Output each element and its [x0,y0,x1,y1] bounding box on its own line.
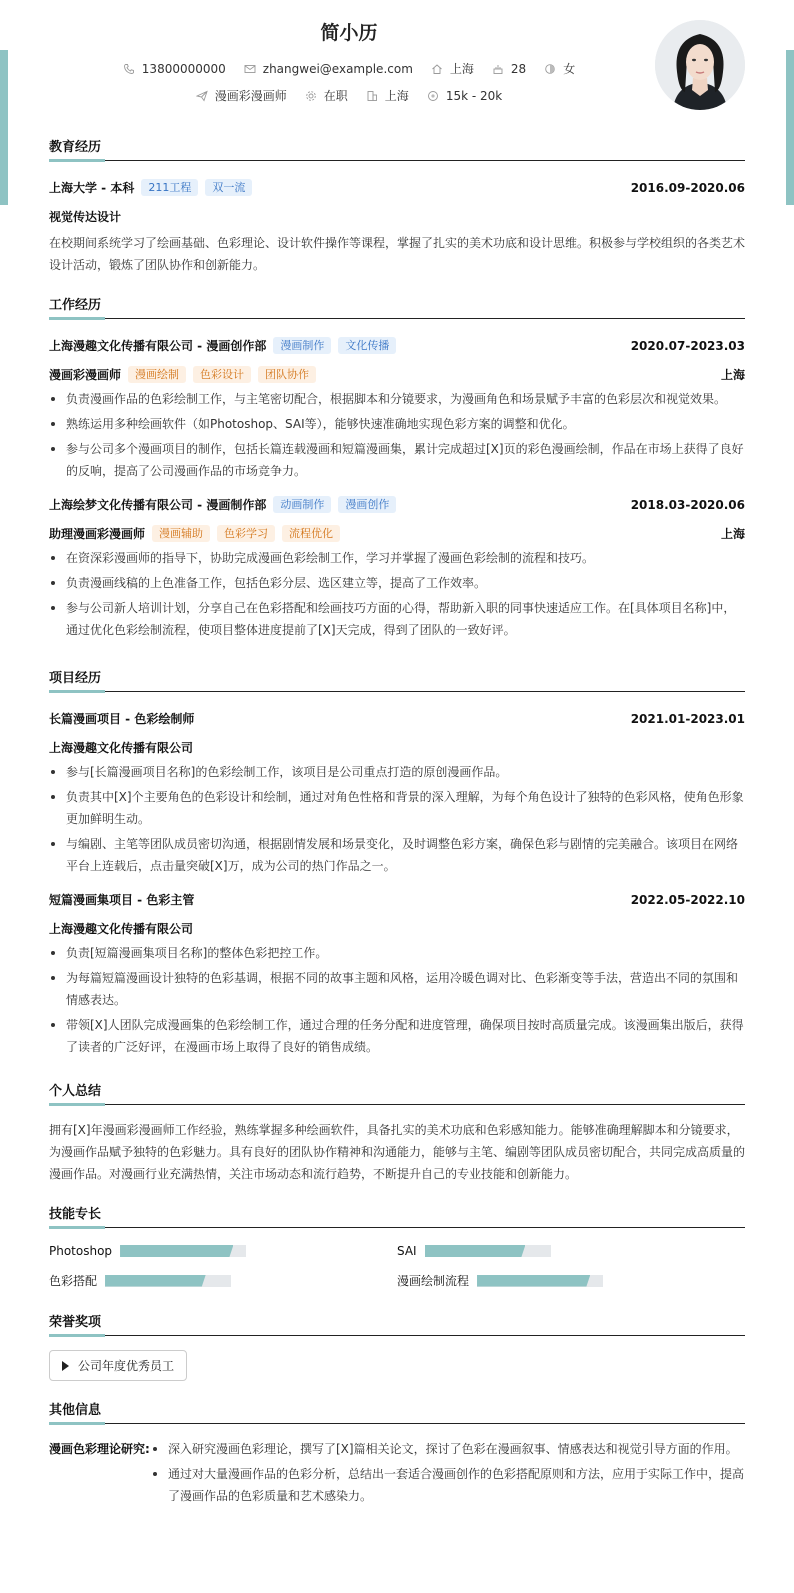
work-entry [49,496,745,641]
awards-section [49,1311,745,1381]
email-icon [244,63,256,75]
gear-icon [305,90,317,102]
company-tag: 文化传播 [338,337,396,354]
project-date: 2021.01-2023.01 [630,711,745,726]
company-tag: 动画制作 [273,496,331,513]
school-name: 上海大学 - 本科 [49,181,135,195]
work-date: 2018.03-2020.06 [630,497,745,512]
project-date: 2022.05-2022.10 [630,892,745,907]
age-item [492,62,526,76]
list-item: 负责其中[X]个主要角色的色彩设计和绘制，通过对角色性格和背景的深入理解，为每个角色设计了独特的色彩风格，使角色形象更加鲜明生动。 [49,786,745,830]
project-bullets [49,942,745,1058]
avatar [655,20,745,110]
resume-header [49,0,745,118]
other-label: 漫画色彩理论研究: [49,1442,150,1456]
award-label: 公司年度优秀员工 [78,1359,175,1373]
city-item [366,87,409,104]
phone-value: 13800000000 [141,61,226,76]
skill-name: 漫画绘制流程 [397,1274,470,1288]
skill-name: SAI [397,1244,417,1258]
company-tag: 漫画制作 [273,337,331,354]
work-role-row [49,525,745,542]
skill-bar-fill [477,1275,590,1287]
gender-item [544,60,575,77]
list-item: 熟练运用多种绘画软件（如Photoshop、SAI等），能够快速准确地实现色彩方案的调整和优化。 [49,413,745,435]
major-name: 视觉传达设计 [49,210,122,224]
list-item: 为每篇短篇漫画设计独特的色彩基调，根据不同的故事主题和风格，运用冷暖色调对比、色彩渐变等手法，营造出不同的氛围和情感表达。 [49,967,745,1011]
other-section [49,1399,745,1507]
list-item: 与编剧、主笔等团队成员密切沟通，根据剧情发展和场景变化，及时调整色彩方案，确保色彩与剧情的完美融合。该项目在网络平台上连载后，点击量突破[X]万，成为公司的热门作品之一。 [49,833,745,877]
work-bullets [49,547,745,641]
project-company: 上海漫趣文化传播有限公司 [49,922,194,936]
skill-bar [425,1245,551,1257]
location-value: 上海 [449,62,474,76]
role-tag: 团队协作 [258,366,316,383]
role-tag: 色彩设计 [193,366,251,383]
candidate-name: 简小历 [320,22,378,44]
list-item: 负责漫画作品的色彩绘制工作，与主笔密切配合，根据脚本和分镜要求，为漫画角色和场景赋予丰富的色彩层次和视觉效果。 [49,388,745,410]
project-header-row [49,891,745,908]
education-header-row [49,179,745,196]
skill-item [49,1244,397,1258]
skills-section [49,1203,745,1289]
skill-bar [477,1275,603,1287]
list-item: 带领[X]人团队完成漫画集的色彩绘制工作，通过合理的任务分配和进度管理，确保项目按时高质量完成。该漫画集出版后，获得了读者的广泛好评，在漫画市场上取得了良好的销售成绩。 [49,1014,745,1058]
other-entry [49,1438,745,1507]
location-item [431,60,474,77]
awards-title: 荣誉奖项 [49,1311,745,1336]
salary-value: 15k - 20k [445,88,503,103]
work-section [49,294,745,641]
school-tag: 双一流 [205,179,252,196]
position-item [196,87,287,104]
summary-section [49,1080,745,1185]
skill-bar [120,1245,246,1257]
gender-icon [544,63,556,75]
projects-title: 项目经历 [49,667,745,692]
education-desc: 在校期间系统学习了绘画基础、色彩理论、设计软件操作等课程，掌握了扎实的美术功底和设计思维。积极参与学校组织的各类艺术设计活动，锻炼了团队协作和创新能力。 [49,236,746,272]
summary-text: 拥有[X]年漫画彩漫画师工作经验，熟练掌握多种绘画软件，具备扎实的美术功底和色彩感知能力。能够准确理解脚本和分镜要求，为漫画作品赋予独特的色彩魅力。具有良好的团队协作精神和沟通能力，能够与主笔、编剧等团队成员密切配合，共同完成高质量的漫画作品。对漫画行业充满热情，关注市场动态和流行趋势，不断提升自己的专业技能和创新能力。 [49,1123,746,1181]
project-bullets [49,761,745,877]
status-value: 在职 [323,89,348,103]
company-name: 上海绘梦文化传播有限公司 - 漫画制作部 [49,498,267,512]
role-tag: 漫画辅助 [152,525,210,542]
project-entry [49,891,745,1058]
list-item: 在资深彩漫画师的指导下，协助完成漫画色彩绘制工作，学习并掌握了漫画色彩绘制的流程和技巧。 [49,547,745,569]
phone-icon [123,63,135,75]
other-title: 其他信息 [49,1399,745,1424]
role-tag: 色彩学习 [217,525,275,542]
home-icon [431,63,443,75]
skill-bar [105,1275,231,1287]
project-header-row [49,710,745,727]
work-location: 上海 [720,527,745,541]
building-icon [366,90,378,102]
work-date: 2020.07-2023.03 [630,338,745,353]
skill-item [397,1244,745,1258]
list-item: 参与公司新人培训计划，分享自己在色彩搭配和绘画技巧方面的心得，帮助新入职的同事快速适应工作。在[具体项目名称]中，通过优化色彩绘制流程，使项目整体进度提前了[X]天完成，得到了团队的一致好评。 [49,597,745,641]
gender-value: 女 [563,62,576,76]
phone-item [123,62,226,76]
award-badge [49,1350,187,1381]
contact-row [49,60,649,77]
role-name: 漫画彩漫画师 [49,368,122,382]
project-company: 上海漫趣文化传播有限公司 [49,741,194,755]
education-date: 2016.09-2020.06 [630,180,745,195]
skill-bar-fill [425,1245,526,1257]
education-section [49,136,745,276]
summary-title: 个人总结 [49,1080,745,1105]
skill-bar-fill [120,1245,233,1257]
resume-page [49,0,745,1507]
cake-icon [492,63,504,75]
skills-title: 技能专长 [49,1203,745,1228]
list-item: 通过对大量漫画作品的色彩分析，总结出一套适合漫画创作的色彩搭配原则和方法，应用于实际工作中，提高了漫画作品的色彩质量和艺术感染力。 [151,1463,745,1507]
skill-name: Photoshop [49,1244,113,1258]
money-icon [427,90,439,102]
awards-list [49,1350,745,1381]
status-item [305,87,348,104]
list-item: 参与[长篇漫画项目名称]的色彩绘制工作，该项目是公司重点打造的原创漫画作品。 [49,761,745,783]
right-accent-bar [786,50,794,205]
role-tag: 漫画绘制 [128,366,186,383]
work-bullets [49,388,745,482]
list-item: 负责漫画线稿的上色准备工作，包括色彩分层、选区建立等，提高了工作效率。 [49,572,745,594]
send-icon [196,90,208,102]
work-title: 工作经历 [49,294,745,319]
list-item: 深入研究漫画色彩理论，撰写了[X]篇相关论文，探讨了色彩在漫画叙事、情感表达和视觉引导方面的作用。 [151,1438,745,1460]
skill-bar-fill [105,1275,206,1287]
project-name: 短篇漫画集项目 - 色彩主管 [49,893,195,907]
position-value: 漫画彩漫画师 [214,89,287,103]
role-name: 助理漫画彩漫画师 [49,527,146,541]
skill-item [49,1272,397,1289]
salary-item [427,89,502,103]
work-company-row [49,337,745,354]
city-value: 上海 [384,89,409,103]
work-entry [49,337,745,482]
email-item [244,62,413,76]
list-item: 参与公司多个漫画项目的制作，包括长篇连载漫画和短篇漫画集，累计完成超过[X]页的彩色漫画绘制，作品在市场上获得了良好的反响，提高了公司漫画作品的市场竞争力。 [49,438,745,482]
play-icon [62,1361,69,1371]
left-accent-bar [0,50,8,205]
project-entry [49,710,745,877]
skill-name: 色彩搭配 [49,1274,98,1288]
company-tag: 漫画创作 [338,496,396,513]
project-name: 长篇漫画项目 - 色彩绘制师 [49,712,195,726]
email-value: zhangwei@example.com [262,61,413,76]
age-value: 28 [510,61,527,76]
projects-section [49,667,745,1058]
company-name: 上海漫趣文化传播有限公司 - 漫画创作部 [49,339,267,353]
education-title: 教育经历 [49,136,745,161]
school-tag: 211工程 [141,179,198,196]
job-intent-row [49,87,649,104]
work-location: 上海 [720,368,745,382]
other-bullets [151,1438,745,1507]
skills-grid [49,1244,745,1289]
work-company-row [49,496,745,513]
role-tag: 流程优化 [282,525,340,542]
work-role-row [49,366,745,383]
skill-item [397,1272,745,1289]
list-item: 负责[短篇漫画集项目名称]的整体色彩把控工作。 [49,942,745,964]
